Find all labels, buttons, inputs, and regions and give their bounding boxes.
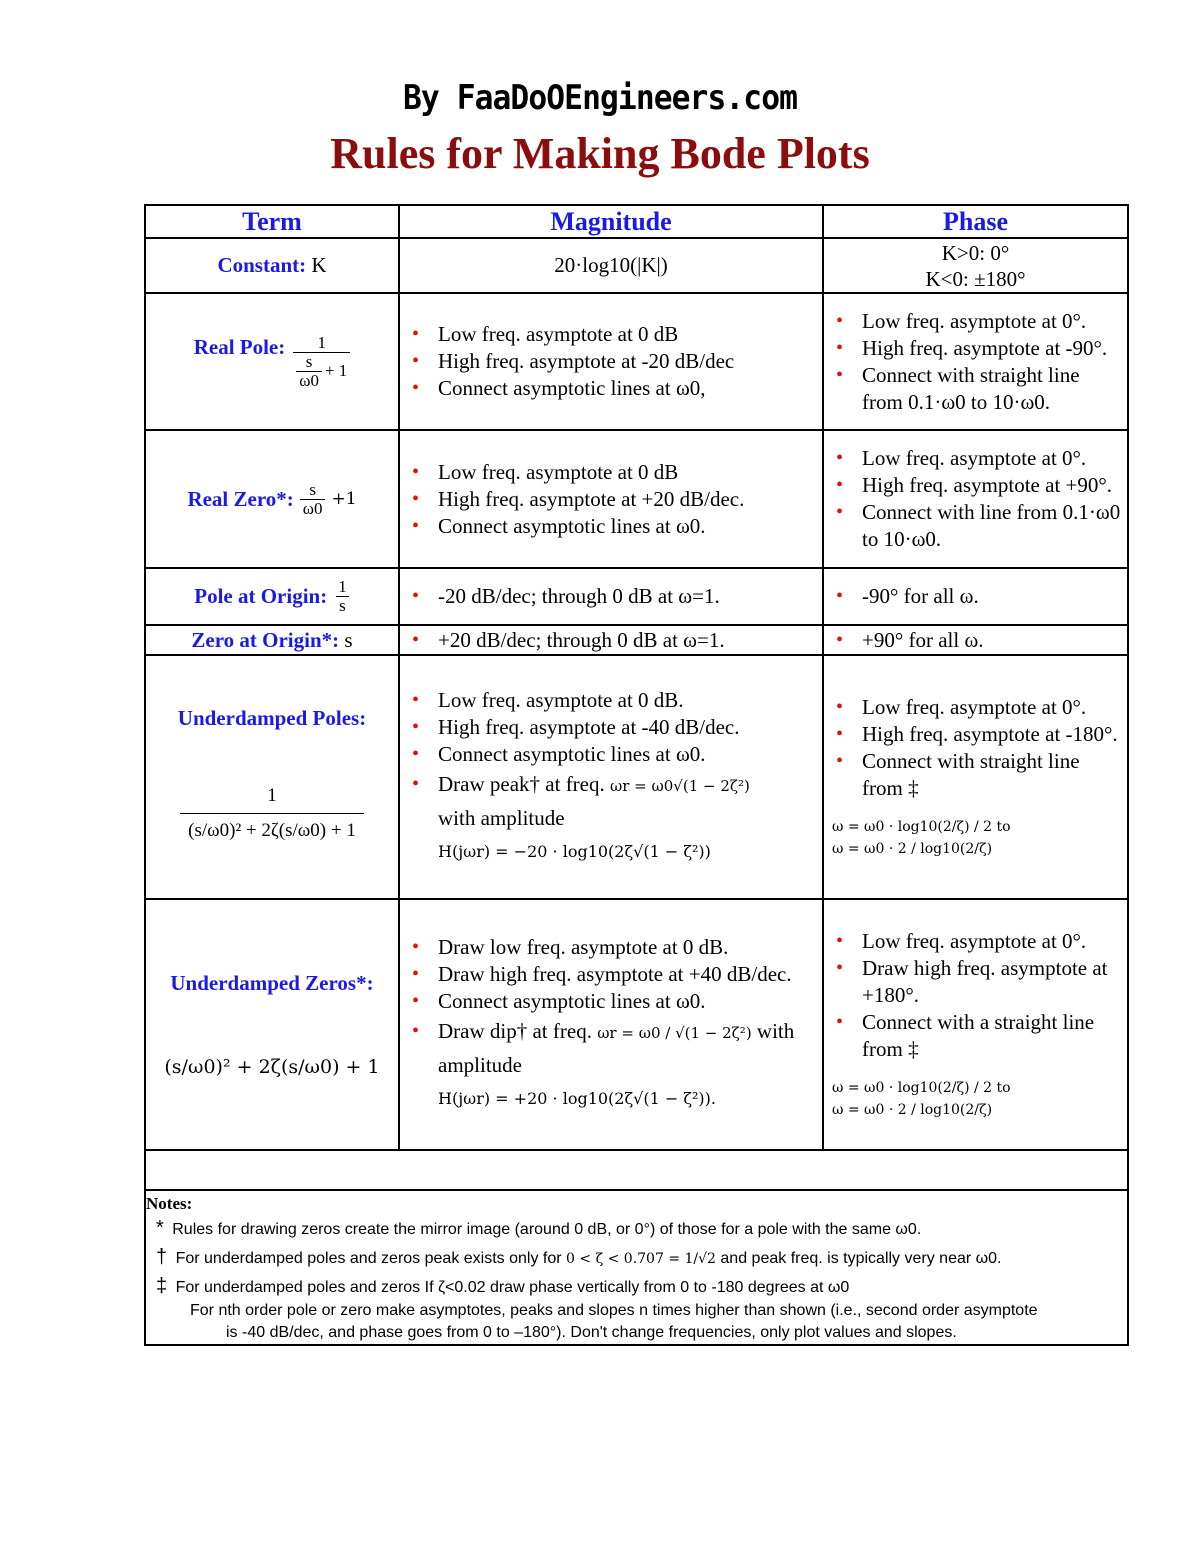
row-spacer: [145, 1150, 1128, 1190]
amplitude-text: with amplitude: [438, 805, 565, 830]
phase-positive: K>0: 0°: [941, 240, 1010, 265]
list-item: • Low freq. asymptote at 0°.: [824, 445, 1121, 472]
note-text: For underdamped poles and zeros If ζ<0.02 draw phase vertically from 0 to -180 degrees at ω0: [175, 1279, 850, 1296]
notes-title: Notes:: [146, 1194, 193, 1213]
phase-formula-start: ω = ω0 · log10(2/ζ) / 2: [832, 1080, 993, 1096]
formula-numerator: 1: [267, 785, 277, 806]
term-label: Underdamped Poles:: [177, 706, 367, 730]
phase-to: to: [996, 819, 1011, 835]
formula-plus: +1: [331, 489, 357, 509]
peak-text: Draw peak† at freq.: [438, 771, 605, 796]
list-item: • High freq. asymptote at -90°.: [824, 335, 1121, 362]
row-real-pole: [145, 293, 1128, 430]
list-item: • Connect with straight line from 0.1·ω0 to 10·ω0.: [824, 362, 1121, 416]
note-text: and peak freq. is typically very near ω0.: [720, 1250, 1002, 1267]
bode-rules-table: [144, 204, 1129, 1346]
list-item: • -90° for all ω.: [824, 583, 1121, 610]
formula-omega: ω0: [296, 371, 322, 390]
list-item: • High freq. asymptote at +90°.: [824, 472, 1121, 499]
formula-s: s: [309, 479, 316, 499]
term-label: Constant:: [217, 253, 307, 277]
list-item: • Draw high freq. asymptote at +180°.: [824, 955, 1121, 1009]
dip-text: Draw dip† at freq.: [438, 1019, 592, 1043]
ddagger-symbol: ‡: [156, 1275, 168, 1297]
formula-denominator: (s/ω0)² + 2ζ(s/ω0) + 1: [180, 813, 364, 848]
list-item: • High freq. asymptote at +20 dB/dec.: [400, 486, 816, 513]
underdamped-zeros-formula: (s/ω0)² + 2ζ(s/ω0) + 1: [164, 1056, 380, 1078]
underdamped-poles-formula: [180, 779, 364, 848]
real-zero-formula: [300, 481, 326, 518]
notes-cell: [145, 1190, 1128, 1345]
phase-range-formula: [824, 1063, 1127, 1121]
page-title: Rules for Making Bode Plots: [330, 129, 870, 178]
list-item: • Low freq. asymptote at 0°.: [824, 928, 1121, 955]
list-item: • Low freq. asymptote at 0°.: [824, 694, 1121, 721]
formula-numerator: 1: [317, 332, 327, 352]
phase-underdamped-zeros: [823, 899, 1128, 1150]
formula-denominator: s: [336, 596, 349, 615]
row-constant: [145, 238, 1128, 293]
amplitude-formula: H(jωr) = +20 · log10(2ζ√(1 − ζ²)).: [438, 1089, 716, 1108]
list-item: [400, 1015, 816, 1115]
spacer-cell: [145, 1150, 1128, 1190]
phase-pole-origin: [823, 568, 1128, 625]
row-real-zero: [145, 430, 1128, 568]
note-text: For underdamped poles and zeros peak exists only for: [175, 1250, 562, 1267]
term-real-pole: [145, 293, 399, 430]
formula-omega: ω0: [300, 499, 326, 518]
formula-numerator: 1: [338, 577, 347, 596]
term-label: Underdamped Zeros*:: [170, 971, 374, 995]
phase-formula-end: ω = ω0 · 2 / log10(2/ζ): [832, 841, 993, 857]
dagger-symbol: †: [156, 1246, 168, 1268]
magnitude-real-pole: [399, 293, 823, 430]
star-symbol: *: [156, 1217, 164, 1239]
magnitude-underdamped-poles: [399, 655, 823, 899]
term-pole-origin: [145, 568, 399, 625]
row-pole-origin: [145, 568, 1128, 625]
list-item: • Low freq. asymptote at 0 dB.: [400, 687, 816, 714]
magnitude-real-zero: [399, 430, 823, 568]
header-term: Term: [145, 205, 399, 238]
note-nth-2: is -40 dB/dec, and phase goes from 0 to –180°). Don't change frequencies, only plot values and slopes.: [226, 1324, 957, 1341]
header-magnitude: Magnitude: [399, 205, 823, 238]
magnitude-zero-origin: [399, 625, 823, 655]
list-item: [400, 768, 816, 868]
note-nth-1: For nth order pole or zero make asymptotes, peaks and slopes n times higher than shown (i.e., second order asymptote: [190, 1302, 1038, 1319]
real-pole-formula: [293, 334, 350, 390]
pole-origin-formula: [335, 578, 350, 615]
amplitude-text: amplitude: [438, 1053, 522, 1077]
term-label: Pole at Origin:: [194, 584, 328, 608]
phase-negative: K<0: ±180°: [925, 266, 1026, 291]
row-zero-origin: [145, 625, 1128, 655]
amplitude-formula: H(jωr) = −20 · log10(2ζ√(1 − ζ²)): [438, 841, 711, 861]
list-item: • +90° for all ω.: [824, 627, 1121, 654]
list-item: • Connect with straight line from ‡: [824, 748, 1121, 802]
term-underdamped-poles: [145, 655, 399, 899]
magnitude-underdamped-zeros: [399, 899, 823, 1150]
term-symbol: K: [311, 253, 327, 277]
note-dagger: [146, 1242, 1127, 1274]
row-notes: [145, 1190, 1128, 1345]
phase-real-pole: [823, 293, 1128, 430]
phase-real-zero: [823, 430, 1128, 568]
list-item: • Low freq. asymptote at 0°.: [824, 308, 1121, 335]
phase-constant: [823, 238, 1128, 293]
note-ddagger: [146, 1274, 1127, 1300]
row-underdamped-poles: [145, 655, 1128, 899]
term-symbol: s: [344, 627, 353, 652]
magnitude-pole-origin: [399, 568, 823, 625]
dip-formula: ωr = ω0 / √(1 − 2ζ²): [597, 1024, 752, 1042]
formula-s: s: [305, 351, 313, 371]
list-item: • Connect asymptotic lines at ω0,: [400, 375, 816, 402]
term-underdamped-zeros: [145, 899, 399, 1150]
peak-formula: ωr = ω0√(1 − 2ζ²): [610, 776, 750, 795]
note-star: [146, 1216, 1127, 1242]
dip-with: with: [756, 1019, 795, 1043]
term-constant: [145, 238, 399, 293]
phase-formula-end: ω = ω0 · 2 / log10(2/ζ): [832, 1102, 993, 1118]
row-underdamped-zeros: [145, 899, 1128, 1150]
phase-underdamped-poles: [823, 655, 1128, 899]
list-item: • Draw high freq. asymptote at +40 dB/dec.: [400, 961, 816, 988]
list-item: • Low freq. asymptote at 0 dB: [400, 459, 816, 486]
list-item: • Draw low freq. asymptote at 0 dB.: [400, 934, 816, 961]
list-item: • +20 dB/dec; through 0 dB at ω=1.: [400, 627, 816, 654]
phase-zero-origin: [823, 625, 1128, 655]
list-item: • High freq. asymptote at -20 dB/dec: [400, 348, 816, 375]
term-real-zero: [145, 430, 399, 568]
term-label: Real Zero*:: [187, 486, 294, 511]
term-zero-origin: [145, 625, 399, 655]
formula-plus: + 1: [324, 361, 348, 380]
note-text: Rules for drawing zeros create the mirror image (around 0 dB, or 0°) of those for a pole with the same ω0.: [172, 1221, 922, 1238]
list-item: • Low freq. asymptote at 0 dB: [400, 321, 816, 348]
list-item: • Connect with line from 0.1·ω0 to 10·ω0.: [824, 499, 1121, 553]
phase-formula-start: ω = ω0 · log10(2/ζ) / 2: [832, 819, 993, 835]
dagger-formula: 0 < ζ < 0.707 = 1/√2: [566, 1251, 716, 1267]
header-row: [145, 205, 1128, 238]
list-item: • Connect asymptotic lines at ω0.: [400, 988, 816, 1015]
magnitude-constant: 20·log10(|K|): [399, 238, 823, 293]
list-item: • High freq. asymptote at -180°.: [824, 721, 1121, 748]
phase-to: to: [996, 1080, 1011, 1096]
list-item: • High freq. asymptote at -40 dB/dec.: [400, 714, 816, 741]
list-item: • Connect asymptotic lines at ω0.: [400, 513, 816, 540]
header-phase: Phase: [823, 205, 1128, 238]
list-item: • -20 dB/dec; through 0 dB at ω=1.: [400, 583, 816, 610]
list-item: • Connect asymptotic lines at ω0.: [400, 741, 816, 768]
term-label: Real Pole:: [193, 335, 286, 359]
phase-range-formula: [824, 802, 1127, 860]
list-item: • Connect with a straight line from ‡: [824, 1009, 1121, 1063]
term-label: Zero at Origin*:: [191, 627, 340, 652]
brand-header: By FaaDoOEngineers.com: [402, 78, 798, 118]
